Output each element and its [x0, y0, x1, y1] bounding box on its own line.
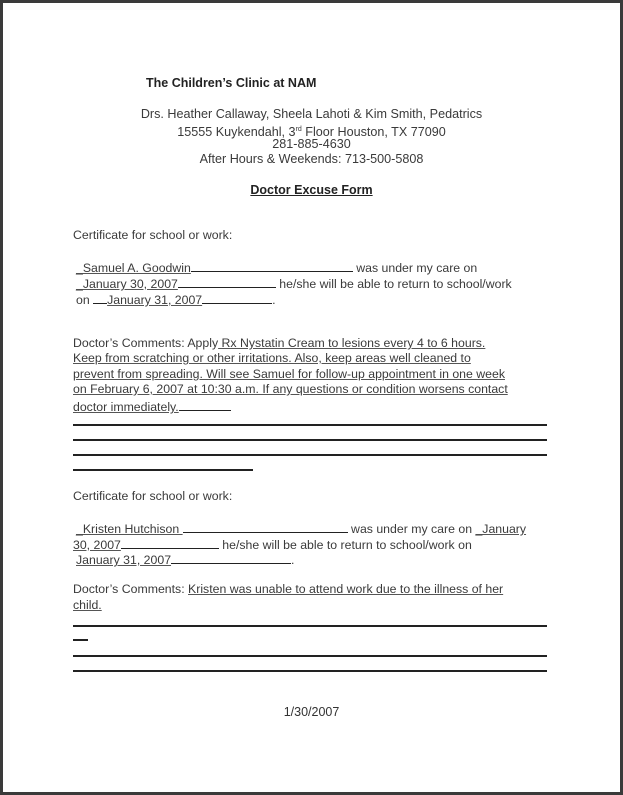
address-city: Floor Houston, TX 77090	[301, 125, 446, 140]
comment-rule	[73, 670, 547, 672]
doctor-comments-1-line-3[interactable]: prevent from spreading. Will see Samuel for follow-up appointment in one week	[73, 367, 505, 381]
comments-label: Doctor’s Comments: Apply	[73, 336, 219, 350]
patient-name-blank[interactable]	[191, 259, 353, 272]
certificate-2-line-3	[76, 551, 294, 569]
comment-rule	[73, 424, 547, 426]
patient-name-blank[interactable]	[183, 520, 348, 533]
comments-text[interactable]: Kristen was unable to attend work due to the illness of her	[188, 582, 504, 596]
comment-rule	[73, 454, 547, 456]
clinic-name: The Children’s Clinic at NAM	[146, 76, 317, 90]
under-care-text: was under my care on	[352, 261, 478, 275]
comment-rule	[73, 639, 88, 641]
doctor-comments-1-line-1	[73, 336, 485, 352]
doctor-comments-1-line-4[interactable]: on February 6, 2007 at 10:30 a.m. If any questions or condition worsens contact	[73, 382, 508, 396]
on-label: on	[76, 293, 94, 307]
patient-name[interactable]: _Kristen Hutchison	[76, 522, 183, 536]
care-date-blank[interactable]	[178, 275, 276, 288]
form-title: Doctor Excuse Form	[250, 183, 373, 197]
comment-rule	[73, 625, 547, 627]
doctors-line: Drs. Heather Callaway, Sheela Lahoti & Kim Smith, Pedatrics	[140, 107, 483, 121]
comments-text[interactable]: Rx Nystatin Cream to lesions every 4 to 6 hours.	[218, 336, 486, 350]
return-text: he/she will be able to return to school/work on	[218, 538, 472, 552]
certificate-2-line-1	[76, 520, 526, 538]
comment-rule	[73, 469, 253, 471]
certificate-1-line-2	[76, 275, 512, 293]
care-date[interactable]: _January 30, 2007	[76, 277, 178, 291]
address-ordinal: rd	[295, 126, 302, 133]
comments-end-blank[interactable]	[179, 398, 231, 411]
document-page	[3, 3, 620, 792]
comment-rule	[73, 439, 547, 441]
comment-rule	[73, 655, 547, 657]
return-date-blank[interactable]	[171, 551, 291, 564]
phone-line: 281-885-4630	[272, 137, 351, 151]
after-hours-line: After Hours & Weekends: 713-500-5808	[199, 152, 424, 166]
doctor-comments-1-line-5	[73, 398, 231, 416]
address-street: 15555 Kuykendahl, 3	[177, 125, 296, 140]
signature-date: 1/30/2007	[283, 705, 340, 719]
comments-label: Doctor’s Comments:	[73, 582, 189, 596]
certificate-1-line-1	[76, 259, 477, 277]
return-date-blank[interactable]	[202, 291, 272, 304]
return-date[interactable]: January 31, 2007	[107, 293, 203, 307]
doctor-comments-1-line-2[interactable]: Keep from scratching or other irritations. Also, keep areas well cleaned to	[73, 351, 471, 365]
return-date-prefix-blank[interactable]	[93, 291, 107, 304]
care-date-blank[interactable]	[121, 536, 219, 549]
doctor-comments-2-line-1	[73, 582, 503, 598]
comments-text-end[interactable]: doctor immediately.	[73, 400, 179, 414]
doctor-comments-2-line-2[interactable]: child.	[73, 598, 102, 612]
care-date-cont[interactable]: 30, 2007	[73, 538, 121, 552]
return-text: he/she will be able to return to school/work	[275, 277, 512, 291]
end-punct: .	[291, 553, 295, 567]
return-date[interactable]: January 31, 2007	[76, 553, 172, 567]
certificate-label: Certificate for school or work:	[73, 489, 233, 503]
patient-name[interactable]: _Samuel A. Goodwin	[76, 261, 191, 275]
certificate-1-line-3	[76, 291, 276, 309]
end-punct: .	[272, 293, 276, 307]
care-date[interactable]: _January	[475, 522, 527, 536]
certificate-label: Certificate for school or work:	[73, 228, 233, 242]
under-care-text: was under my care on	[347, 522, 476, 536]
